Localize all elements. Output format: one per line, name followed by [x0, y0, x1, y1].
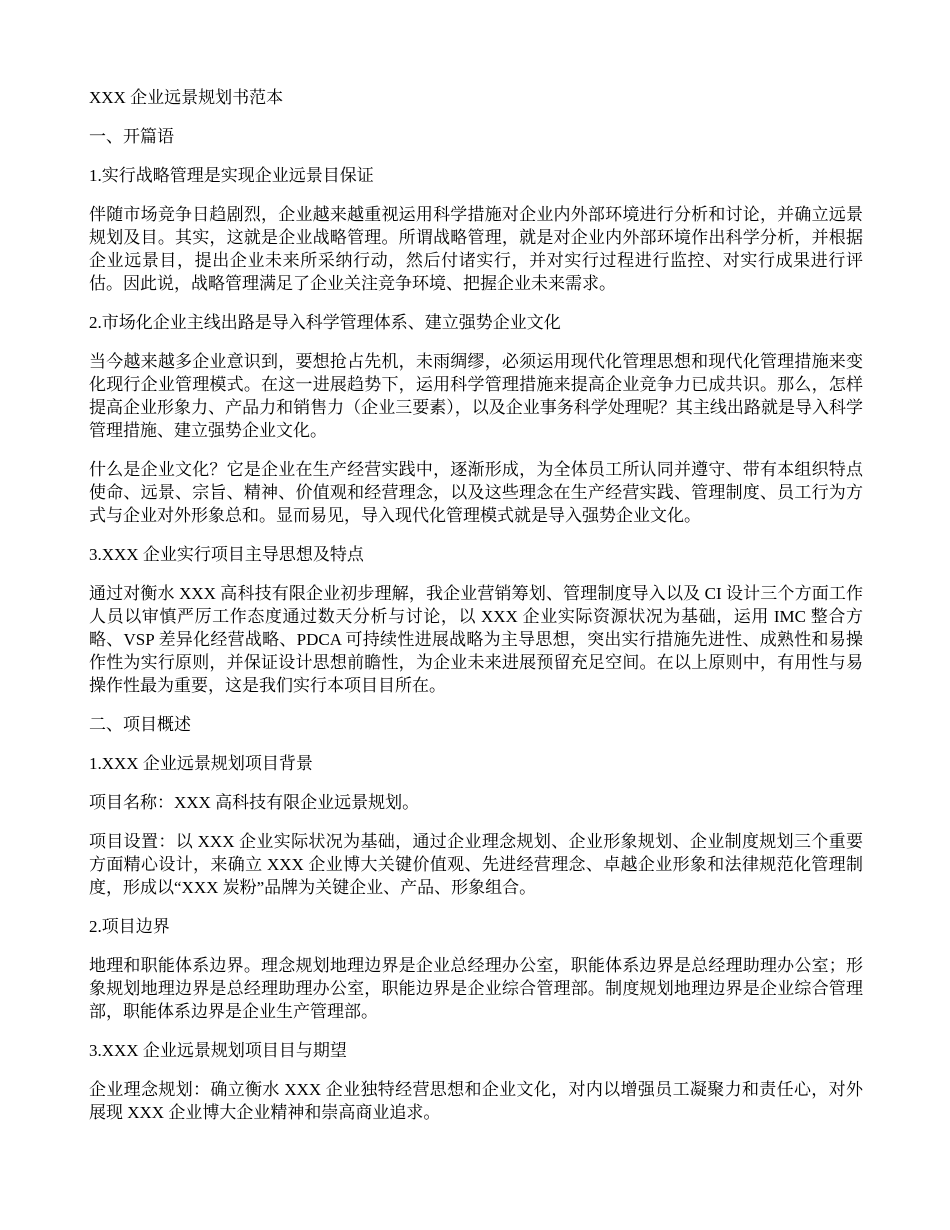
section-heading: 1.实行战略管理是实现企业远景目保证 — [89, 166, 374, 185]
paragraph: 地理和职能体系边界。理念规划地理边界是企业总经理办公室，职能体系边界是总经理助理办公室；形象规划地理边界是总经理助理办公室，职能边界是企业综合管理部。制度规划地理边界是企业综合管理部，职能体系边界是企业生产管理部。 — [89, 956, 863, 1021]
section-heading: 3.XXX 企业远景规划项目目与期望 — [89, 1041, 347, 1060]
document-title: XXX 企业远景规划书范本 — [89, 88, 284, 107]
paragraph: 伴随市场竞争日趋剧烈，企业越来越重视运用科学措施对企业内外部环境进行分析和讨论，并确立远景规划及目。其实，这就是企业战略管理。所谓战略管理，就是对企业内外部环境作出科学分析，并根据企业远景目，提出企业未来所采纳行动，然后付诸实行，并对实行过程进行监控、对实行成果进行评估。因此说，战略管理满足了企业关注竞争环境、把握企业未来需求。 — [89, 205, 863, 293]
section-heading: 3.XXX 企业实行项目主导思想及特点 — [89, 545, 364, 564]
section-heading: 1.XXX 企业远景规划项目背景 — [89, 754, 313, 773]
section-heading: 2.项目边界 — [89, 917, 170, 936]
document-body — [89, 125, 863, 1124]
paragraph: 当今越来越多企业意识到，要想抢占先机，未雨绸缪，必须运用现代化管理思想和现代化管理措施来变化现行企业管理模式。在这一进展趋势下，运用科学管理措施来提高企业竞争力已成共识。那么，怎样提高企业形象力、产品力和销售力（企业三要素），以及企业事务科学处理呢？其主线出路就是导入科学管理措施、建立强势企业文化。 — [89, 352, 863, 440]
section-heading: 2.市场化企业主线出路是导入科学管理体系、建立强势企业文化 — [89, 313, 561, 332]
paragraph: 项目名称：XXX 高科技有限企业远景规划。 — [89, 793, 420, 812]
paragraph: 通过对衡水 XXX 高科技有限企业初步理解，我企业营销筹划、管理制度导入以及 CI 设计三个方面工作人员以审慎严厉工作态度通过数天分析与讨论，以 XXX 企业实际资源状况为基础，运用 IMC 整合方略、VSP 差异化经营战略、PDCA 可持续性进展战略为主导思想，突出实行措施先进性、成熟性和易操作性为实行原则，并保证设计思想前瞻性，为企业未来进展预留充足空间。在以上原则中，有用性与易操作性最为重要，这是我们实行本项目目所在。 — [89, 584, 863, 695]
paragraph: 项目设置：以 XXX 企业实际状况为基础，通过企业理念规划、企业形象规划、企业制度规划三个重要方面精心设计，来确立 XXX 企业博大关键价值观、先进经营理念、卓越企业形象和法律规范化管理制度，形成以“XXX 炭粉”品牌为关键企业、产品、形象组合。 — [89, 832, 863, 897]
section-heading: 二、项目概述 — [89, 715, 191, 734]
paragraph: 什么是企业文化？它是企业在生产经营实践中，逐渐形成，为全体员工所认同并遵守、带有本组织特点使命、远景、宗旨、精神、价值观和经营理念，以及这些理念在生产经营实践、管理制度、员工行为方式与企业对外形象总和。显而易见，导入现代化管理模式就是导入强势企业文化。 — [89, 460, 863, 525]
section-heading: 一、开篇语 — [89, 127, 174, 146]
document-page — [89, 86, 863, 1140]
paragraph: 企业理念规划：确立衡水 XXX 企业独特经营思想和企业文化，对内以增强员工凝聚力和责任心，对外展现 XXX 企业博大企业精神和崇高商业追求。 — [89, 1080, 863, 1122]
